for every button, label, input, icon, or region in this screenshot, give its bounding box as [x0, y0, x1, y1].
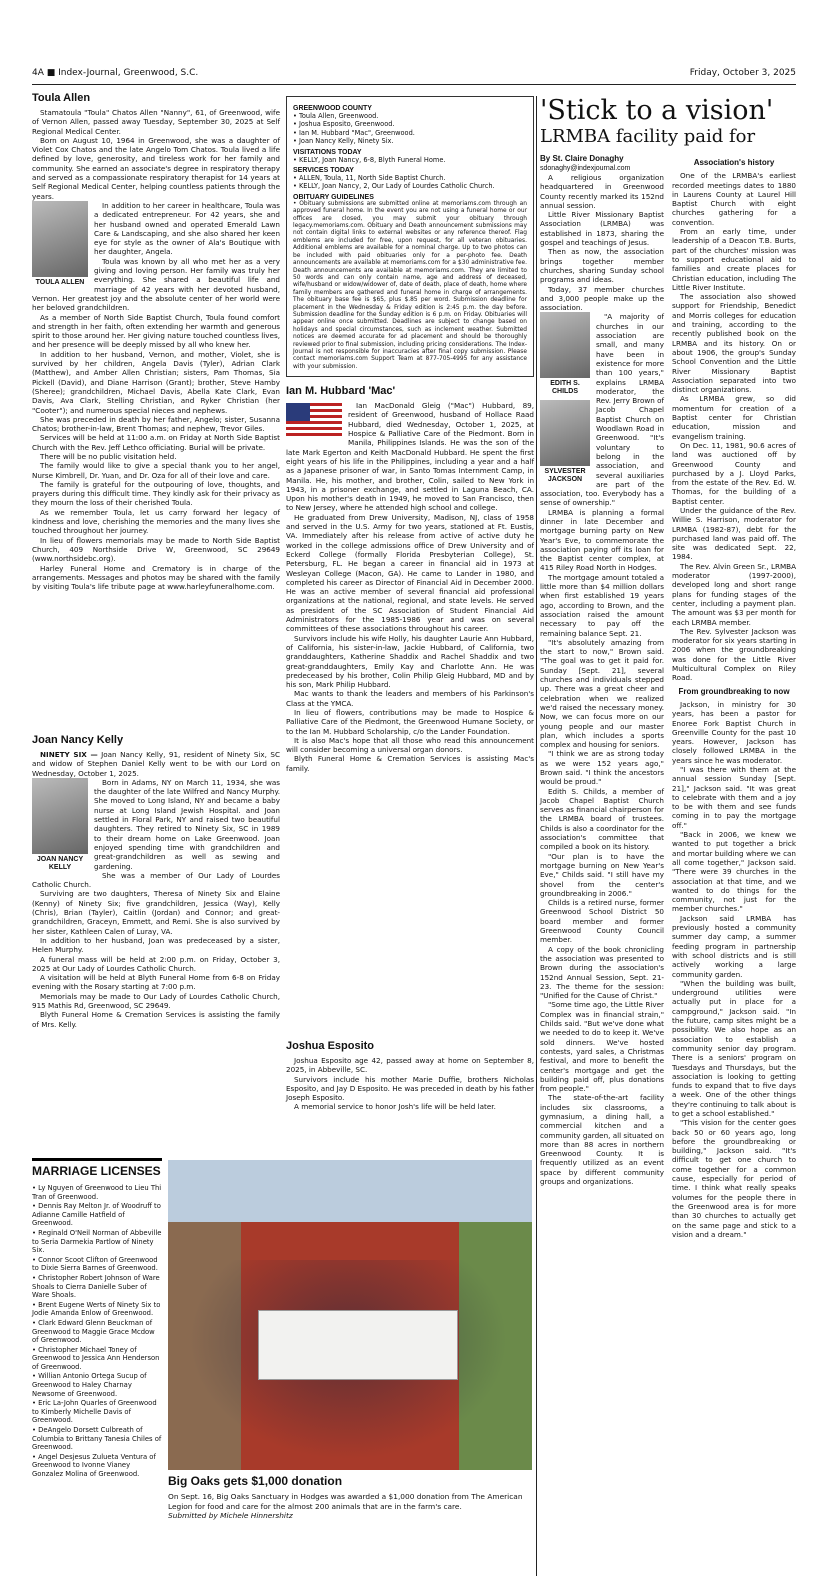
obit-paragraph: Joshua Esposito age 42, passed away at home on September 8, 2025, in Abbeville, SC. [286, 1056, 534, 1075]
section-heading: Association's history [693, 158, 775, 167]
story-paragraph: The state-of-the-art facility includes six classrooms, a gymnasium, a dining hall, a commercial kitchen and a community garden, all situated on more than 88 acres in northern Greenwood County. It is frequently utilized as an event space by different community groups and organizations. [540, 1093, 664, 1187]
list-item: • Christopher Robert Johnson of Ware Shoals to Cierra Danielle Suber of Ware Shoals. [32, 1273, 160, 1300]
story-body [540, 154, 796, 1239]
section-heading: From groundbreaking to now [678, 686, 790, 696]
story-paragraph: "Some time ago, the Little River Complex was in financial strain," Childs said. "But we've done what we needed to do to keep it. We've sold dinners. We've hosted contests, yard sales, a Christmas festival, and more to benefit the center's mortgage and get the building paid off, plus donations from people." [540, 1000, 664, 1094]
byline [540, 154, 664, 173]
childs-photo [540, 312, 590, 484]
story-paragraph: As LRMBA grew, so did momentum for creation of a Baptist center for Christian education, mission and evangelism training. [672, 394, 796, 441]
portrait-image [540, 400, 590, 466]
obit-paragraph: As a member of North Side Baptist Church, Toula found comfort and strength in her faith, often extending her warmth and generous spirit to those around her. Her giving nature touched countless lives, and her presence will be deeply missed by all who knew her. [32, 312, 280, 350]
story-right-column [672, 154, 796, 1239]
flag-icon [286, 403, 342, 439]
obit-paragraph: Blyth Funeral Home & Cremation Services is assisting the family of Mrs. Kelly. [32, 1010, 280, 1029]
obit-paragraph: Harley Funeral Home and Crematory is in charge of the arrangements. Messages and photos may be shared with the family by visiting Toula's life tribute page at www.harleyfuneralhome.com. [32, 563, 280, 592]
services-list [293, 174, 527, 191]
story-paragraph: Today, 37 member churches and 3,000 people make up the association. [540, 284, 664, 313]
list-item: • KELLY, Joan Nancy, 6-8, Blyth Funeral Home. [293, 155, 446, 164]
list-item: • Willian Antonio Ortega Sucup of Greenwood to Haley Charnay Newsome of Greenwood. [32, 1372, 147, 1398]
list-item: • Connor Scoot Clifton of Greenwood to Dixie Sierra Barnes of Greenwood. [32, 1255, 158, 1273]
dateline: NINETY SIX — [40, 750, 98, 759]
list-item: • Angel Desjesus Zulueta Ventura of Greenwood to Ivonne Vianey Gonzalez Molina of Greenwood. [32, 1452, 156, 1478]
photo-caption: EDITH S. CHILDS [550, 380, 580, 396]
list-item: • Toula Allen, Greenwood. [293, 112, 379, 120]
photo-caption [168, 1492, 532, 1521]
story-paragraph: "It's absolutely amazing from the start to now," Brown said. "The goal was to get it paid for. Sunday [Sept. 21], several churches and individuals stepped up. There was a great cheer and celebration when we realized we'd raised the necessary money. Now, we can focus more on our young people and our master plan, which includes a sports complex and housing for seniors. [540, 637, 664, 750]
story-paragraph: Under the guidance of the Rev. Willie S. Harrison, moderator for LRMBA (1982-87), debt for the purchased land was paid off. The site was dedicated Sept. 22, 1984. [672, 505, 796, 562]
list-item: • Joan Nancy Kelly, Ninety Six. [293, 137, 394, 146]
story-paragraph: "Our plan is to have the mortgage burning on New Year's Eve," Childs said. "I still have my shovel from the center's groundbreaking in 2006." [540, 851, 664, 898]
toula-photo [32, 201, 88, 287]
page-header [32, 68, 796, 82]
obit-paragraph: In lieu of flowers memorials may be made to North Side Baptist Church, 409 Northside Drive W, Greenwood, SC 29649 (www.northsidebc.org). [32, 535, 280, 564]
county-list [293, 112, 527, 146]
list-item: • Christopher Michael Toney of Greenwood to Jessica Ann Henderson of Greenwood. [32, 1345, 160, 1371]
list-item: • DeAngelo Dorsett Culbreath of Columbia to Brittany Tanesia Chiles of Greenwood. [32, 1426, 162, 1452]
story-paragraph: "Back in 2006, we knew we wanted to put together a brick and mortar building where we can all come together," Jackson said. "There were 39 churches in the association at that time, and we wanted to do things for the community, not just for the member churches." [672, 830, 796, 914]
story-headline: 'Stick to a vision' [540, 95, 774, 126]
obit-paragraph: Survivors include his wife Holly, his daughter Laurie Ann Hubbard, of California, his sister-in-law, Jackie Hubbard, of California, two granddaughters, Katherine Shaddix and Rachel Shaddix and two great-granddaughters, Emily Kay and Charlotte Ann. He was predeceased by his brother, Colin Philip Gleig Hubbard, MD and by his son, Mark Philip Hubbard. [286, 633, 534, 690]
list-item: • Brent Eugene Werts of Ninety Six to Jodie Amanda Enlow of Greenwood. [32, 1300, 161, 1318]
obit-body-joshua [286, 1056, 534, 1112]
story-paragraph: Childs is a retired nurse, former Greenwood School District 50 board member and former Greenwood County Council member. [540, 898, 664, 945]
list-item: • KELLY, Joan Nancy, 2, Our Lady of Lourdes Catholic Church. [293, 182, 495, 191]
guidelines-text: • Obituary submissions are submitted online at memoriams.com through an approved funeral home. In the event you are not using a funeral home or our offices are closed, you may submit your obituary through legacy.memoriams.com. Obituary and Death announcement submissions may not contain digital links to external websites or any reference thereof. Flag emblems are included for free, upon request, for all veteran obituaries. Additional emblems are available for a nominal charge. Up to two photos can be included with paid obituaries only for a per-photo fee. Death announcements are available at memoriams.com for a $30 administrative fee. Death announcements are available at memoriams.com. They are limited to 50 words and can only contain name, age and address of deceased, wife/husband or widow/widower of, date of death, place of death, home where family members are gathered and funeral home in charge of arrangements. The obituary base fee is $65, plus $.85 per word. Submission deadline for placement in the Wednesday & Friday edition is 2:45 p.m. the day before. Submission deadline for the Sunday edition is 6 p.m. on Friday. Obituaries will appear online once submitted. Deadlines are subject to change based on holidays and special circumstances, such as inclement weather. Submitted notices are deemed accurate for ad placement and should be thoroughly reviewed prior to final submission, including pricing considerations. The Index-Journal is not responsible for inaccuracies after final copy submission. Please contact memoriams.com Support Team at 877-705-4995 for any assistance with your submission. [293, 200, 527, 370]
box-heading: SERVICES TODAY [293, 167, 354, 175]
page-header-right: Friday, October 3, 2025 [689, 68, 796, 78]
story-paragraph: "When the building was built, underground utilities were actually put in place for a campground," Jackson said. "In the future, camp sites might be a possibility. We also hope as an association to establish a community senior day program. There is a seniors' program on Tuesdays and Thursdays, but the association is looking to getting funds to expand that to five days a week. One of the other things they're continuing to talk about is to get a school established." [672, 978, 796, 1118]
obit-paragraph: A memorial service to honor Josh's life will be held later. [294, 1102, 496, 1112]
story-paragraph: Jackson said LRMBA has previously hosted a community summer day camp, a summer feeding program in partnership with school districts and is still actively working a large community garden. [672, 913, 796, 979]
obituary-column-2b [286, 1040, 534, 1150]
obit-paragraph: Born on August 10, 1964 in Greenwood, she was a daughter of Violet Cox Chatos and the late Angelo Tom Chatos. Toula lived a life defined by love, generosity, and tireless work for her family and community. She earned an associate's degree in respiratory therapy and served as a compassionate respiratory therapist for 14 years at Self Regional Medical Center, helping countless patients through the years. [32, 135, 280, 201]
list-item: • Ly Nguyen of Greenwood to Lieu Thi Tran of Greenwood. [32, 1184, 162, 1201]
obit-paragraph: It is also Mac's hope that all those who read this announcement will consider becoming a universal organ donors. [286, 735, 534, 755]
obit-title-toula: Toula Allen [32, 92, 91, 104]
story-paragraph: "This vision for the center goes back 50 or 60 years ago, long before the groundbreaking or building," Jackson said. "It's difficult to get one church to come together for a common cause, especially for period of time. I think what really speaks volumes for the people there in the Greenwood area is for more than 30 churches to actually get on the same page and stick to a vision and a dream." [672, 1118, 796, 1239]
story-paragraph: The mortgage amount totaled a little more than $4 million dollars when first established 19 years ago, according to Brown, and the association raised the amount necessary to pay off the remaining balance Sept. 21. [540, 572, 664, 638]
obit-paragraph: Born in Adams, NY on March 11, 1934, she was the daughter of the late Wilfred and Nancy Murphy. She moved to Long Island, NY and became a baby nurse at Long Island Jewish Hospital. and Joan settled in Floral Park, NY and raised two beautiful daughters. They retired to Ninety Six, SC in 1989 to their dream home on Lake Greenwood. Joan enjoyed spending time with grandchildren and great-grandchildren as well as sewing and gardening. [94, 777, 280, 871]
obit-paragraph: A funeral mass will be held at 2:00 p.m. on Friday, October 3, 2025 at Our Lady of Lourdes Catholic Church. [32, 954, 280, 973]
obit-paragraph: Services will be held at 11:00 a.m. on Friday at North Side Baptist Church with the Rev. Jeff Lethco officiating. Burial will be private. [32, 433, 280, 452]
obit-body-joan [32, 750, 280, 1029]
obit-body-ian [286, 401, 534, 773]
header-rule [32, 84, 796, 85]
list-item: • Dennis Ray Melton Jr. of Woodruff to Adianne Camille Hatfield of Greenwood. [32, 1202, 161, 1228]
list-item: • Eric La-John Quarles of Greenwood to Kimberly Michelle Davis of Greenwood. [32, 1399, 157, 1425]
obit-paragraph: There will be no public visitation held. [40, 451, 177, 461]
oversized-check [258, 1310, 458, 1380]
obituary-column-1 [32, 92, 280, 722]
story-paragraph: Edith S. Childs, a member of Jacob Chapel Baptist Church serves as financial chairperson for the LRMBA board of trustees. Childs is also a coordinator for the association's committee that compiled a book on its history. [540, 786, 664, 852]
donation-photo [168, 1160, 532, 1470]
obit-paragraph: She was a member of Our Lady of Lourdes Catholic Church. [32, 870, 280, 890]
story-paragraph: A religious organization headquartered in Greenwood County recently marked its 152nd annual session. [540, 173, 664, 210]
obit-paragraph: The family is grateful for the outpouring of love, thoughts, and prayers during this difficult time. They kindly ask for their privacy as they mourn the loss of their cherished Toula. [32, 479, 280, 508]
obit-paragraph: Memorials may be made to Our Lady of Lourdes Catholic Church, 915 Mathis Rd, Greenwood, SC 29649. [32, 991, 280, 1011]
joan-photo [32, 778, 88, 872]
story-paragraph: "A majority of churches in our association are small, and many have been in existence for more than 100 years," explains LRMBA moderator, the Rev. Jerry Brown of Jacob Chapel Baptist Church on Woodlawn Road in Greenwood. "It's voluntary to belong in the association, and several auxiliaries are part of the association, too. Everybody has a sense of ownership." [540, 312, 664, 508]
column-rule [536, 96, 537, 1576]
story-paragraph: "I was there with them at the annual session Sunday [Sept. 21]," Jackson said. "It was great to celebrate with them and a joy to be with them and see funds coming in to pay the mortgage off." [672, 765, 796, 830]
story-column [540, 96, 796, 1576]
list-item: • Reginald O'Neil Norman of Abbeville to Seria Darmekia Partlow of Ninety Six. [32, 1228, 162, 1255]
story-paragraph: A copy of the book chronicling the association was presented to Brown during the association's 152nd Annual Session, Sept. 21-23. The theme for the session: "Unified for the Cause of Christ." [540, 944, 664, 1001]
photo-caption: JOAN NANCY KELLY [36, 855, 84, 871]
box-heading: GREENWOOD COUNTY [293, 105, 372, 112]
obit-paragraph: In addition to her husband, Vernon, and mother, Violet, she is survived by her children, Angela Davis (Tyler), Adrian Clark (Matthew), and Amber Allen Christian; sisters, Pam Thomas, Sia Pickell (David), and Diane Harrison (Grant); brother, Steve Hamby (Sheree); grandchildren, Michael Davis, Abella Kate Clark, Evan Davis, Ava Clark, Stelling Christian, and Ryker Christian (her "Cooter"); and numerous special nieces and nephews. [32, 349, 280, 415]
list-item: • Clark Edward Glenn Beuckman of Greenwood to Maggie Grace Mcdow of Greenwood. [32, 1318, 155, 1345]
author-email: sdonaghy@indexjournal.com [540, 165, 631, 172]
story-paragraph: Jackson, in ministry for 30 years, has been a pastor for Enoree Fork Baptist Church in Greenville County for the past 10 years. However, Jackson has closely followed LRMBA in the years since he was moderator. [672, 699, 796, 765]
story-left-column [540, 154, 664, 1239]
portrait-image [32, 778, 88, 854]
story-paragraph: "I think we are as strong today as we were 152 years ago," Brown said. "I think the ancestors would be proud." [540, 749, 664, 787]
obit-paragraph: Stamatoula "Toula" Chatos Allen "Nanny", 61, of Greenwood, wife of Vernon Allen, passed away Tuesday, September 30, 2025 at Self Regional Medical Center. [32, 108, 280, 136]
box-heading: OBITUARY GUIDELINES [293, 193, 374, 201]
section-title: MARRIAGE LICENSES [32, 1158, 162, 1178]
obit-paragraph: Blyth Funeral Home & Cremation Services is assisting Mac's family. [286, 754, 534, 773]
photo-caption: SYLVESTER JACKSON [544, 468, 586, 484]
obit-paragraph: She was preceded in death by her father, Angelo; sister, Susanna Chatos; brother-in-law, Brent Thomas; and nephew, Trevor Giles. [32, 414, 280, 434]
marriage-licenses [32, 1158, 162, 1578]
story-subhead: LRMBA facility paid for [540, 126, 756, 147]
obit-paragraph: Mac wants to thank the leaders and members of his Parkinson's Class at the YMCA. [286, 689, 534, 708]
obit-title-joshua: Joshua Esposito [286, 1040, 375, 1052]
portrait-image [540, 312, 590, 378]
obit-paragraph: He graduated from Drew University, Madison, NJ, class of 1958 and served in the U.S. Army for two years, stationed at Ft. Eustis, VA. Immediately after his release from active of active duty he worked in the college admissions office of Drew University and of Eckerd College (formally Florida Presbyterian College), St. Petersburg, FL. He began a career in financial aid in 1973 at Wesleyan College (Macon, GA). He came to Lander in 1980, and completed his career as Director of Financial Aid in December 2000. He was an active member of several financial aid professional organizations at the national, regional, and state levels. He served as president of the SC Association of Student Financial Aid Administrators for the 1985-1986 year and was on several committees of these associations throughout his career. [286, 512, 534, 634]
obit-body-toula [32, 108, 280, 591]
obit-paragraph: In lieu of flowers, contributions may be made to Hospice & Palliative Care of the Piedmont, the Greenwood Humane Society, or to the Ian M. Hubbard Scholarship, c/o the Lander Foundation. [286, 707, 534, 736]
obit-title-ian: Ian M. Hubbard 'Mac' [286, 385, 396, 398]
photo-headline: Big Oaks gets $1,000 donation [168, 1474, 343, 1488]
photo-credit: Submitted by Michele Hinnershitz [168, 1511, 293, 1521]
obit-title-joan: Joan Nancy Kelly [32, 734, 124, 746]
visitation-list [293, 156, 527, 164]
list-item: • Joshua Esposito, Greenwood. [293, 120, 395, 129]
box-heading: VISITATIONS TODAY [293, 148, 362, 156]
obit-paragraph: A visitation will be held at Blyth Funeral Home from 6-8 on Friday evening with the Rosary starting at 7:00 p.m. [32, 973, 280, 992]
obit-paragraph: Toula was known by all who met her as a very giving and loving person. Her family was truly her everything. She shared a beautiful life and marriage of 42 years with her devoted husband, Vernon. Her greatest joy and the absolute center of her world were her beloved grandchildren. [32, 256, 280, 313]
story-paragraph: From an early time, under leadership of a Deacon T.B. Burts, part of the churches' mission was to support educational aid to families and create places for Christian education, including The Little River Institute. [672, 227, 796, 292]
portrait-image [32, 201, 88, 277]
story-paragraph: The association also showed support for Friendship, Benedict and Morris colleges for education and training, according to the recently published book on the LRMBA and its history. On or about 1906, the group's Sunday School Convention and the Little River Missionary Baptist Association separated into two distinct organizations. [672, 292, 796, 395]
story-paragraph: On Dec. 11, 1981, 90.6 acres of land was auctioned off by Greenwood County and purchased by a J. Lloyd Parks, from the estate of the Rev. Ed. W. Thomas, for the building of a Baptist center. [672, 440, 796, 506]
obituary-column-1b [32, 734, 280, 1144]
obituary-column-2 [286, 96, 534, 773]
story-paragraph: The Rev. Sylvester Jackson was moderator for six years starting in 2006 when the groundbreaking was done for the Little River Multicultural Complex on Riley Road. [672, 626, 796, 683]
story-paragraph: One of the LRMBA's earliest recorded meetings dates to 1880 in Laurens County at Laurel Hill Baptist Church with eight churches gathering for a convention. [672, 171, 796, 227]
photo-caption: TOULA ALLEN [35, 278, 85, 286]
obit-paragraph: Joan Nancy Kelly, 91, resident of Ninety Six, SC and widow of Stephen Daniel Kelly went to be with our Lord on Wednesday, October 1, 2025. [32, 750, 280, 778]
obit-paragraph: Surviving are two daughters, Theresa of Ninety Six and Elaine (Kenny) of Ninety Six; five grandchildren, Jessica (Way), Kelly (Chris), Brian (Tayler), Caitlin (Jordan) and Connor; and great-grandchildren, Graceyn, Emmett, and Remi. She is also survived by her sister, Kathleen Calen of Luray, VA. [32, 889, 280, 936]
obit-paragraph: In addition to her husband, Joan was predeceased by a sister, Helen Murphy. [32, 935, 280, 955]
obit-paragraph: Ian MacDonald Gleig ("Mac") Hubbard, 89, resident of Greenwood, husband of Hollace Raad Hubbard, died Wednesday, October 1, 2025, at Hospice & Palliative Care of the Piedmont. Born in Manila, Philippines Islands. He was the son of the late Mark Egerton and Keith MacDonald Hubbard. He spent the first eight years of his life in the Philippines, including a year and a half as a Japanese prisoner of war, in Santo Tomas Internment Camp, in Manila. He, his mother, and brother, Colin, sailed to New York in 1943, in a prisoner exchange, and settled in Laguna Beach, CA. Upon his mother's death in 1949, he moved to San Francisco, then to New Jersey, where he attended high school and college. [286, 401, 534, 513]
obit-paragraph: The family would like to give a special thank you to her angel, Nurse Kimbrell, Dr. Yuan, and Dr. Oza for all of their love and care. [32, 461, 280, 480]
author: By St. Claire Donaghy [540, 154, 624, 163]
obit-paragraph: In addition to her career in healthcare, Toula was a dedicated entrepreneur. For 42 years, she and her husband owned and operated Emerald Lawn Care & Landscaping, and she also shared her keen eye for style as the owner of Ala's Boutique with her daughter, Angela. [94, 200, 280, 257]
obit-paragraph: As we remember Toula, let us carry forward her legacy of kindness and love, cherishing the memories and the many lives she touched throughout her journey. [32, 507, 280, 536]
story-paragraph: Little River Missionary Baptist Association (LRMBA) was established in 1873, sharing the gospel and teachings of Jesus. [540, 210, 664, 248]
story-paragraph: Then as now, the association brings together member churches, sharing Sunday school programs and ideas. [540, 247, 664, 285]
marriage-list [32, 1184, 162, 1479]
list-item: • Ian M. Hubbard "Mac", Greenwood. [293, 128, 415, 137]
obit-paragraph: Survivors include his mother Marie Duffie, brothers Nicholas Esposito, and Jay D Esposito. He was preceded in death by his father Joseph Esposito. [286, 1074, 534, 1103]
story-paragraph: The Rev. Alvin Green Sr., LRMBA moderator (1997-2000), developed long and short range plans for funding stages of the center, including a payment plan. The amount was $3 per month for each LRMBA member. [672, 561, 796, 627]
story-paragraph: LRMBA is planning a formal dinner in late December and mortgage burning party on New Year's Eve, to commemorate the association paying off its loan for the Baptist center complex, at 415 Riley Road North in Hodges. [540, 507, 664, 573]
caption-text: On Sept. 16, Big Oaks Sanctuary in Hodges was awarded a $1,000 donation from The American Legion for food and care for the almost 200 animals that are in the farm's care. [168, 1492, 523, 1511]
list-item: • ALLEN, Toula, 11, North Side Baptist Church. [293, 174, 446, 183]
obituary-index-box [286, 96, 534, 377]
page-header-left: 4A ■ Index-Journal, Greenwood, S.C. [32, 68, 199, 78]
